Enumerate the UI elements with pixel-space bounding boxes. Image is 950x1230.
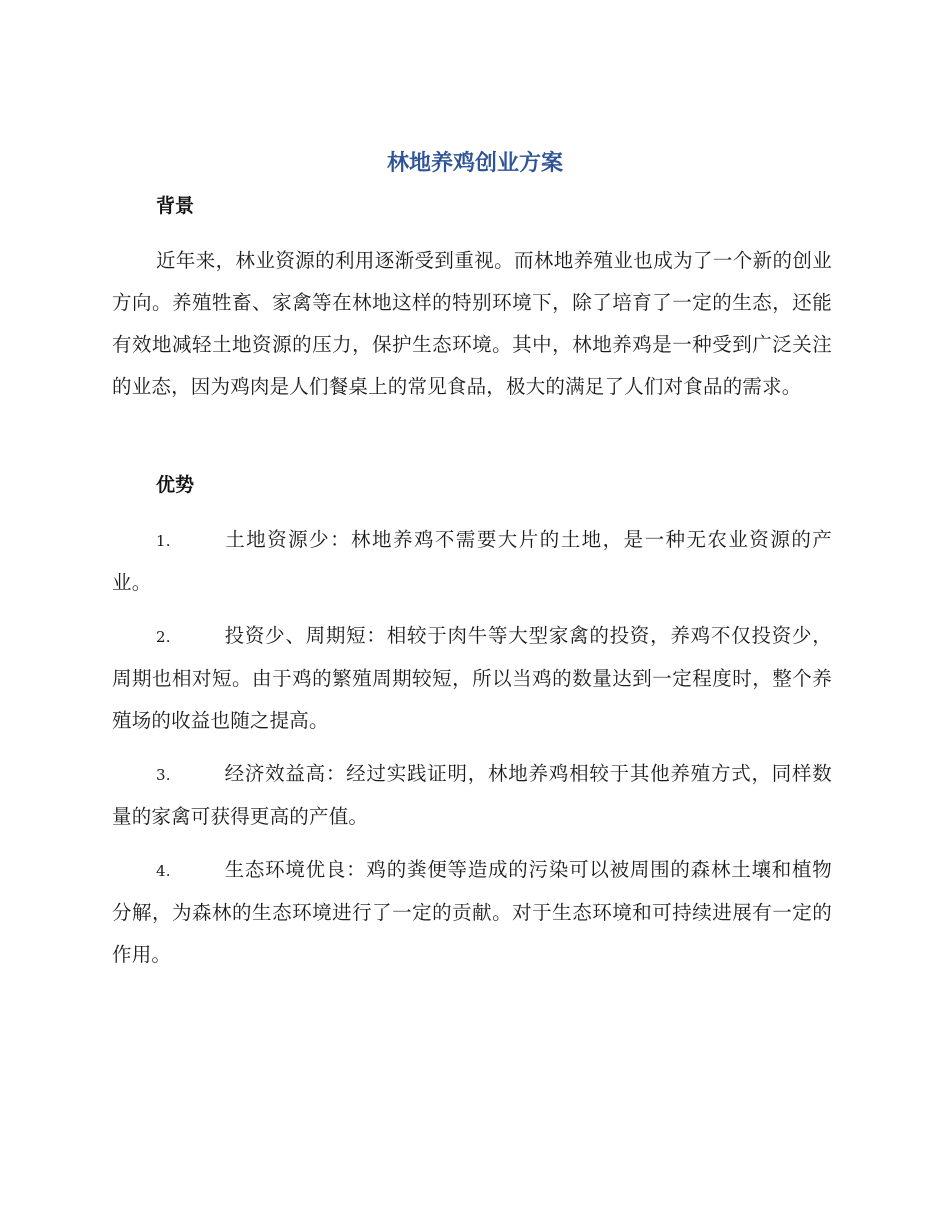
advantage-item-1 — [112, 519, 832, 604]
background-paragraph: 近年来，林业资源的利用逐渐受到重视。而林地养殖业也成为了一个新的创业方向。养殖牲畜、家禽等在林地这样的特别环境下，除了培育了一定的生态，还能有效地减轻土地资源的压力，保护生态环境。其中，林地养鸡是一种受到广泛关注的业态，因为鸡肉是人们餐桌上的常见食品，极大的满足了人们对食品的需求。 — [112, 249, 832, 398]
item-text: 投资少、周期短：相较于肉牛等大型家禽的投资，养鸡不仅投资少，周期也相对短。由于鸡的繁殖周期较短，所以当鸡的数量达到一定程度时，整个养殖场的收益也随之提高。 — [112, 624, 832, 732]
section-heading-background: 背景 — [156, 195, 195, 217]
advantage-item-2 — [112, 615, 832, 742]
item-number: 1. — [156, 532, 171, 550]
section-heading-advantages: 优势 — [156, 474, 195, 496]
item-number: 4. — [156, 862, 171, 880]
advantage-item-3 — [112, 753, 832, 838]
item-number: 2. — [156, 628, 171, 646]
item-text: 生态环境优良：鸡的粪便等造成的污染可以被周围的森林土壤和植物分解，为森林的生态环境进行了一定的贡献。对于生态环境和可持续进展有一定的作用。 — [112, 858, 832, 966]
document-title: 林地养鸡创业方案 — [386, 151, 563, 176]
item-text: 经济效益高：经过实践证明，林地养鸡相较于其他养殖方式，同样数量的家禽可获得更高的产值。 — [112, 762, 832, 828]
advantage-item-4 — [112, 849, 832, 976]
item-number: 3. — [156, 766, 171, 784]
item-text: 土地资源少：林地养鸡不需要大片的土地，是一种无农业资源的产业。 — [112, 528, 832, 594]
